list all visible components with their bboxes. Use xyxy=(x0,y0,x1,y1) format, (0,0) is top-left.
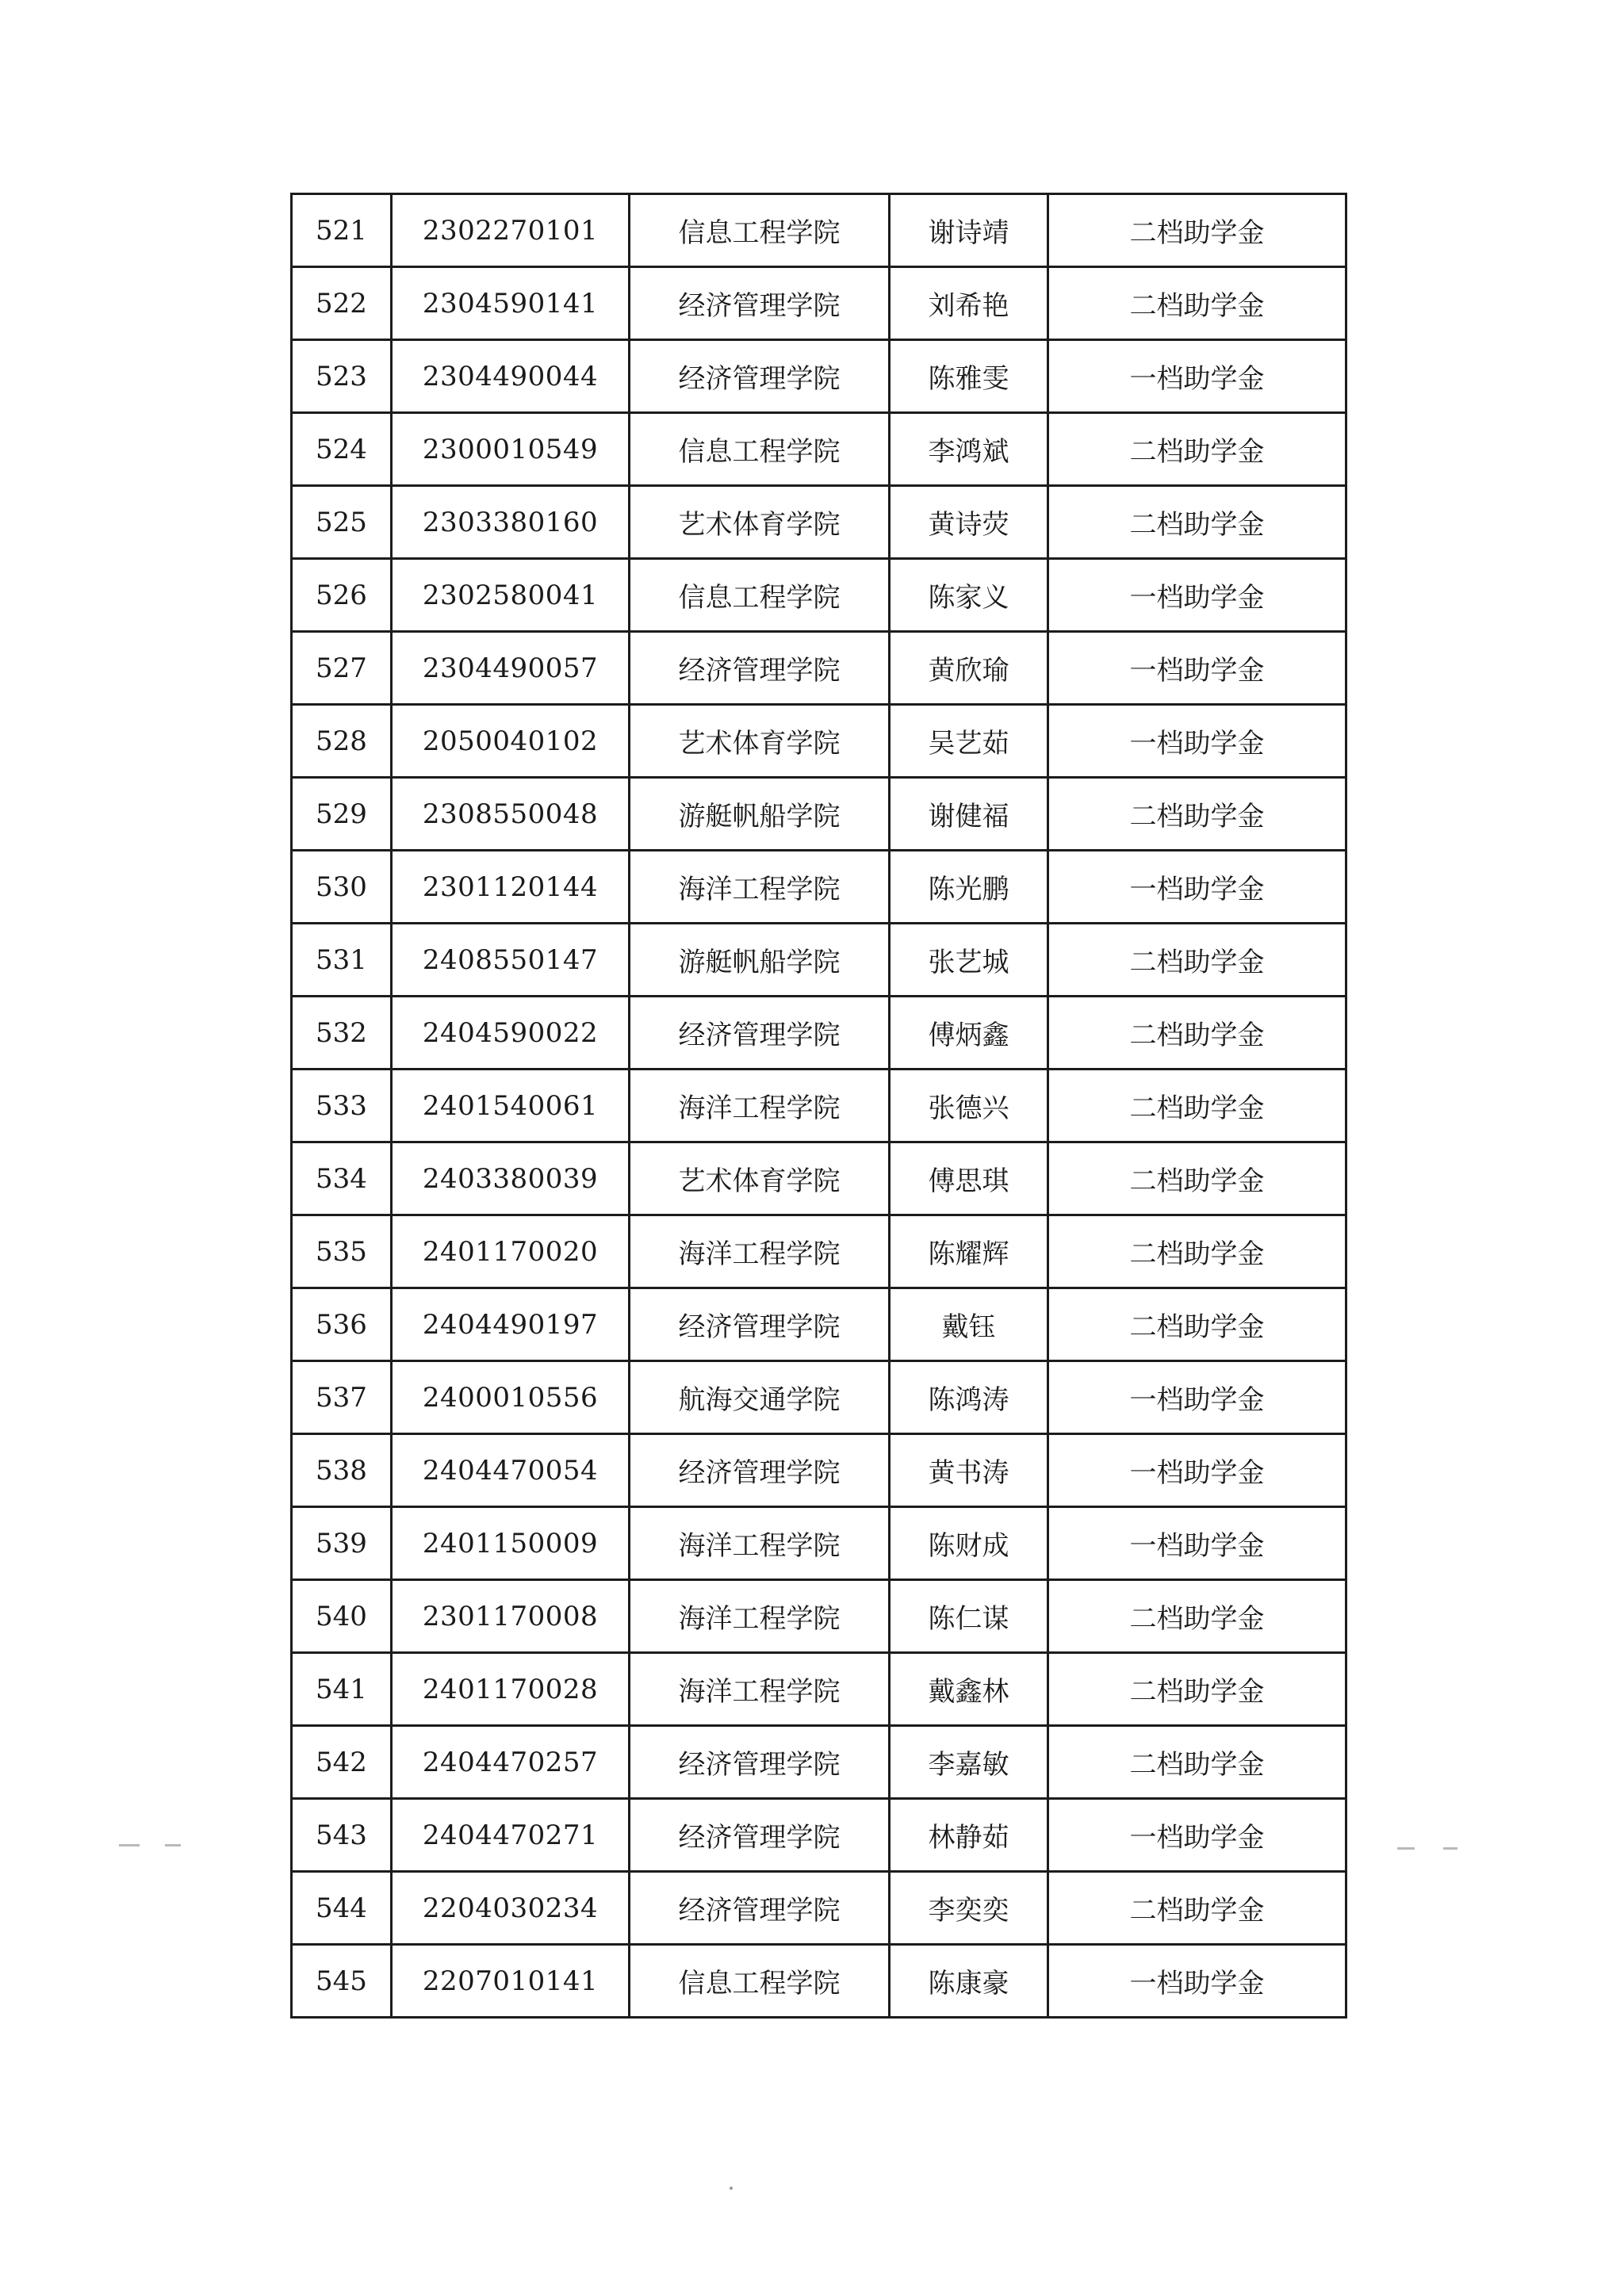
scan-mark-left xyxy=(119,1844,140,1846)
student-name-cell: 戴钰 xyxy=(890,1288,1048,1361)
student-name-cell: 戴鑫林 xyxy=(890,1653,1048,1726)
grant-level-cell: 二档助学金 xyxy=(1048,778,1346,851)
student-id-cell: 2302270101 xyxy=(392,194,630,267)
college-cell: 信息工程学院 xyxy=(630,1945,890,2018)
grant-level-cell: 二档助学金 xyxy=(1048,1580,1346,1653)
student-id-cell: 2301170008 xyxy=(392,1580,630,1653)
row-number-cell: 528 xyxy=(292,705,392,778)
row-number-cell: 523 xyxy=(292,340,392,413)
student-name-cell: 李奕奕 xyxy=(890,1872,1048,1945)
row-number-cell: 529 xyxy=(292,778,392,851)
college-cell: 海洋工程学院 xyxy=(630,1215,890,1288)
college-cell: 经济管理学院 xyxy=(630,1434,890,1507)
grant-level-cell: 一档助学金 xyxy=(1048,559,1346,632)
grant-level-cell: 二档助学金 xyxy=(1048,1142,1346,1215)
student-name-cell: 吴艺茹 xyxy=(890,705,1048,778)
row-number-cell: 544 xyxy=(292,1872,392,1945)
college-cell: 信息工程学院 xyxy=(630,559,890,632)
student-name-cell: 傅炳鑫 xyxy=(890,997,1048,1070)
table-row xyxy=(292,997,1346,1070)
student-id-cell: 2308550048 xyxy=(392,778,630,851)
row-number-cell: 522 xyxy=(292,267,392,340)
table-row xyxy=(292,1070,1346,1142)
student-name-cell: 陈鸿涛 xyxy=(890,1361,1048,1434)
student-id-cell: 2408550147 xyxy=(392,924,630,997)
row-number-cell: 543 xyxy=(292,1799,392,1872)
table-row xyxy=(292,851,1346,924)
student-id-cell: 2401150009 xyxy=(392,1507,630,1580)
grant-level-cell: 二档助学金 xyxy=(1048,1070,1346,1142)
grant-level-cell: 一档助学金 xyxy=(1048,340,1346,413)
college-cell: 航海交通学院 xyxy=(630,1361,890,1434)
grant-level-cell: 二档助学金 xyxy=(1048,1872,1346,1945)
college-cell: 经济管理学院 xyxy=(630,1872,890,1945)
student-name-cell: 陈光鹏 xyxy=(890,851,1048,924)
student-name-cell: 傅思琪 xyxy=(890,1142,1048,1215)
row-number-cell: 534 xyxy=(292,1142,392,1215)
college-cell: 海洋工程学院 xyxy=(630,1507,890,1580)
grant-level-cell: 二档助学金 xyxy=(1048,1726,1346,1799)
student-id-cell: 2304490057 xyxy=(392,632,630,705)
table-row xyxy=(292,1507,1346,1580)
student-id-cell: 2400010556 xyxy=(392,1361,630,1434)
grant-level-cell: 二档助学金 xyxy=(1048,924,1346,997)
row-number-cell: 533 xyxy=(292,1070,392,1142)
college-cell: 经济管理学院 xyxy=(630,267,890,340)
student-id-cell: 2401170028 xyxy=(392,1653,630,1726)
table-row xyxy=(292,559,1346,632)
student-id-cell: 2303380160 xyxy=(392,486,630,559)
row-number-cell: 545 xyxy=(292,1945,392,2018)
row-number-cell: 532 xyxy=(292,997,392,1070)
grant-level-cell: 二档助学金 xyxy=(1048,997,1346,1070)
table-row xyxy=(292,1215,1346,1288)
grant-level-cell: 二档助学金 xyxy=(1048,267,1346,340)
row-number-cell: 524 xyxy=(292,413,392,486)
student-id-cell: 2050040102 xyxy=(392,705,630,778)
student-name-cell: 李嘉敏 xyxy=(890,1726,1048,1799)
grant-level-cell: 一档助学金 xyxy=(1048,632,1346,705)
student-id-cell: 2401540061 xyxy=(392,1070,630,1142)
college-cell: 艺术体育学院 xyxy=(630,705,890,778)
student-id-cell: 2404490197 xyxy=(392,1288,630,1361)
scanned-page xyxy=(290,193,1345,2019)
grant-level-cell: 二档助学金 xyxy=(1048,486,1346,559)
row-number-cell: 540 xyxy=(292,1580,392,1653)
scan-mark-left-2 xyxy=(165,1844,181,1846)
row-number-cell: 535 xyxy=(292,1215,392,1288)
scan-mark-right-2 xyxy=(1443,1847,1457,1850)
table-row xyxy=(292,1945,1346,2018)
student-id-cell: 2404470271 xyxy=(392,1799,630,1872)
grant-level-cell: 一档助学金 xyxy=(1048,1799,1346,1872)
grant-level-cell: 二档助学金 xyxy=(1048,1288,1346,1361)
student-name-cell: 陈仁谋 xyxy=(890,1580,1048,1653)
table-row xyxy=(292,1434,1346,1507)
student-name-cell: 李鸿斌 xyxy=(890,413,1048,486)
student-id-cell: 2404470257 xyxy=(392,1726,630,1799)
row-number-cell: 539 xyxy=(292,1507,392,1580)
college-cell: 艺术体育学院 xyxy=(630,486,890,559)
student-id-cell: 2304590141 xyxy=(392,267,630,340)
table-row xyxy=(292,194,1346,267)
college-cell: 经济管理学院 xyxy=(630,1726,890,1799)
student-id-cell: 2300010549 xyxy=(392,413,630,486)
college-cell: 经济管理学院 xyxy=(630,340,890,413)
student-name-cell: 张德兴 xyxy=(890,1070,1048,1142)
table-row xyxy=(292,340,1346,413)
grant-level-cell: 一档助学金 xyxy=(1048,1361,1346,1434)
student-id-cell: 2301120144 xyxy=(392,851,630,924)
student-name-cell: 陈康豪 xyxy=(890,1945,1048,2018)
grant-level-cell: 一档助学金 xyxy=(1048,1507,1346,1580)
student-name-cell: 张艺城 xyxy=(890,924,1048,997)
table-body xyxy=(292,194,1346,2018)
college-cell: 经济管理学院 xyxy=(630,997,890,1070)
table-row xyxy=(292,1872,1346,1945)
table-row xyxy=(292,705,1346,778)
grant-level-cell: 二档助学金 xyxy=(1048,194,1346,267)
row-number-cell: 526 xyxy=(292,559,392,632)
student-id-cell: 2207010141 xyxy=(392,1945,630,2018)
student-name-cell: 林静茹 xyxy=(890,1799,1048,1872)
college-cell: 海洋工程学院 xyxy=(630,851,890,924)
row-number-cell: 530 xyxy=(292,851,392,924)
college-cell: 经济管理学院 xyxy=(630,1799,890,1872)
student-name-cell: 黄诗荧 xyxy=(890,486,1048,559)
college-cell: 海洋工程学院 xyxy=(630,1070,890,1142)
college-cell: 海洋工程学院 xyxy=(630,1653,890,1726)
college-cell: 信息工程学院 xyxy=(630,413,890,486)
college-cell: 信息工程学院 xyxy=(630,194,890,267)
student-name-cell: 陈家义 xyxy=(890,559,1048,632)
table-row xyxy=(292,632,1346,705)
grant-level-cell: 二档助学金 xyxy=(1048,1653,1346,1726)
scan-mark-right xyxy=(1397,1847,1415,1850)
college-cell: 经济管理学院 xyxy=(630,632,890,705)
student-id-cell: 2404590022 xyxy=(392,997,630,1070)
grant-level-cell: 一档助学金 xyxy=(1048,705,1346,778)
table-row xyxy=(292,924,1346,997)
grant-level-cell: 一档助学金 xyxy=(1048,851,1346,924)
grant-level-cell: 一档助学金 xyxy=(1048,1434,1346,1507)
student-id-cell: 2204030234 xyxy=(392,1872,630,1945)
row-number-cell: 538 xyxy=(292,1434,392,1507)
college-cell: 游艇帆船学院 xyxy=(630,924,890,997)
student-name-cell: 黄欣瑜 xyxy=(890,632,1048,705)
row-number-cell: 541 xyxy=(292,1653,392,1726)
table-row xyxy=(292,1361,1346,1434)
row-number-cell: 525 xyxy=(292,486,392,559)
college-cell: 游艇帆船学院 xyxy=(630,778,890,851)
student-id-cell: 2302580041 xyxy=(392,559,630,632)
college-cell: 艺术体育学院 xyxy=(630,1142,890,1215)
table-row xyxy=(292,1288,1346,1361)
student-id-cell: 2401170020 xyxy=(392,1215,630,1288)
student-name-cell: 刘希艳 xyxy=(890,267,1048,340)
student-name-cell: 陈雅雯 xyxy=(890,340,1048,413)
grant-level-cell: 二档助学金 xyxy=(1048,1215,1346,1288)
scholarship-table xyxy=(290,193,1347,2019)
row-number-cell: 527 xyxy=(292,632,392,705)
college-cell: 经济管理学院 xyxy=(630,1288,890,1361)
table-row xyxy=(292,1580,1346,1653)
row-number-cell: 531 xyxy=(292,924,392,997)
college-cell: 海洋工程学院 xyxy=(630,1580,890,1653)
student-name-cell: 黄书涛 xyxy=(890,1434,1048,1507)
student-id-cell: 2304490044 xyxy=(392,340,630,413)
table-row xyxy=(292,778,1346,851)
student-name-cell: 陈耀辉 xyxy=(890,1215,1048,1288)
student-id-cell: 2404470054 xyxy=(392,1434,630,1507)
row-number-cell: 542 xyxy=(292,1726,392,1799)
row-number-cell: 536 xyxy=(292,1288,392,1361)
student-id-cell: 2403380039 xyxy=(392,1142,630,1215)
scan-dot xyxy=(730,2187,733,2190)
row-number-cell: 537 xyxy=(292,1361,392,1434)
table-row xyxy=(292,413,1346,486)
table-row xyxy=(292,486,1346,559)
table-row xyxy=(292,1142,1346,1215)
grant-level-cell: 一档助学金 xyxy=(1048,1945,1346,2018)
table-row xyxy=(292,267,1346,340)
row-number-cell: 521 xyxy=(292,194,392,267)
table-row xyxy=(292,1726,1346,1799)
student-name-cell: 谢诗靖 xyxy=(890,194,1048,267)
grant-level-cell: 二档助学金 xyxy=(1048,413,1346,486)
table-row xyxy=(292,1653,1346,1726)
table-row xyxy=(292,1799,1346,1872)
student-name-cell: 谢健福 xyxy=(890,778,1048,851)
student-name-cell: 陈财成 xyxy=(890,1507,1048,1580)
